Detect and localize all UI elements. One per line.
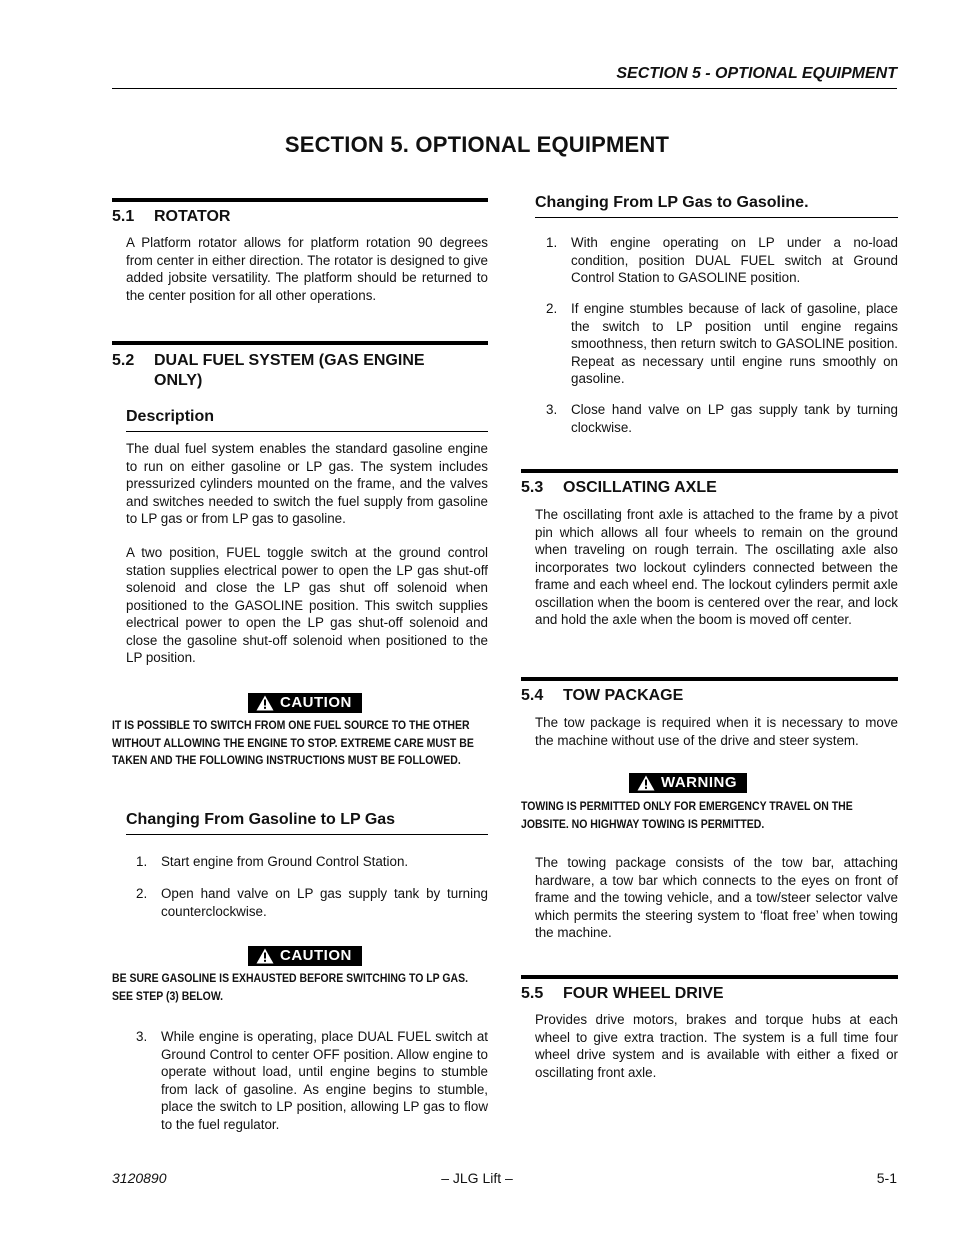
section-5-5 [521, 975, 898, 1003]
section-title: TOW PACKAGE [563, 687, 684, 704]
description-paragraph-1: The dual fuel system enables the standard gasoline engine to run on either gasoline or LP gas. The system includes pressurized cylinders mounted on the frame, and the valves and switches needed to switch the fuel supply from gasoline to LP gas or from LP gas to gasoline. [126, 441, 488, 526]
section-rule [521, 975, 898, 979]
section-heading [521, 985, 898, 1003]
warning-badge [629, 773, 747, 793]
section-rule [112, 341, 488, 345]
section-5-3 [521, 469, 898, 497]
section-number: 5.2 [112, 352, 135, 369]
section-title: ROTATOR [154, 208, 231, 225]
caution-badge [248, 946, 362, 966]
section-title: DUAL FUEL SYSTEM (GAS ENGINE ONLY) [154, 352, 425, 389]
section-5-2 [112, 341, 488, 391]
caution-text: IT IS POSSIBLE TO SWITCH FROM ONE FUEL SOURCE TO THE OTHER WITHOUT ALLOWING THE ENGINE TO STOP. EXTREME CARE MUST BE TAKEN AND THE FOLLOWING INSTRUCTIONS MUST BE FOLLOWED. [112, 718, 474, 767]
list-item [136, 885, 488, 920]
tow-package-paragraph-1: The tow package is required when it is necessary to move the machine without use of the drive and steer system. [535, 715, 898, 748]
list-number: 2. [546, 301, 558, 316]
section-number: 5.5 [521, 985, 544, 1002]
footer-doc-number: 3120890 [112, 1170, 167, 1186]
list-number: 1. [136, 854, 148, 869]
gasoline-to-lp-heading: Changing From Gasoline to LP Gas [126, 811, 488, 835]
section-title: FOUR WHEEL DRIVE [563, 985, 724, 1002]
warning-triangle-icon [637, 775, 655, 791]
rotator-paragraph: A Platform rotator allows for platform rotation 90 degrees from center in either direction. The rotator is designed to give added jobsite versatility. The platform should be returned to the center position for all other operations. [126, 235, 488, 303]
caution-text: BE SURE GASOLINE IS EXHAUSTED BEFORE SWITCHING TO LP GAS. SEE STEP (3) BELOW. [112, 971, 469, 1003]
list-number: 3. [136, 1029, 148, 1044]
warning-triangle-icon [256, 695, 274, 711]
section-5-1 [112, 198, 488, 226]
four-wheel-drive-paragraph: Provides drive motors, brakes and torque hubs at each wheel to give extra traction. The system is a full time four wheel drive system and is available with either a fixed or oscillating front axle. [535, 1012, 898, 1080]
section-rule [521, 469, 898, 473]
footer-center: – JLG Lift – [441, 1170, 513, 1186]
section-rule [112, 198, 488, 202]
header-title: SECTION 5 - OPTIONAL EQUIPMENT [616, 65, 897, 82]
lp-to-gasoline-heading: Changing From LP Gas to Gasoline. [535, 194, 898, 218]
section-heading [521, 479, 898, 497]
description-paragraph-2: A two position, FUEL toggle switch at the ground control station supplies electrical power to open the LP gas shut-off solenoid and close the LP gas shut off solenoid when positioned to the GASOLINE position. This switch supplies electrical power to open the LP gas shut-off solenoid and close the gasoline shut-off solenoid when positioned to the LP position. [126, 545, 488, 665]
footer-page-number: 5-1 [876, 1170, 897, 1186]
list-number: 1. [546, 235, 558, 250]
oscillating-axle-paragraph: The oscillating front axle is attached to the frame by a pivot pin which allows all four wheels to remain on the ground when traveling on rough terrain. The oscillating axle also incorporates two lockout cylinders connected between the frame and each wheel end. The lockout cylinders permit axle oscillation when the boom is centered over the rear, and lock and hold the axle when the boom is moved off center. [535, 507, 898, 627]
page-title: SECTION 5. OPTIONAL EQUIPMENT [284, 132, 670, 157]
list-text: While engine is operating, place DUAL FUEL switch at Ground Control to center OFF position. Allow engine to operate without load, until engine begins to stumble from lack of gasoline. As engine begins to stumble, place the switch to LP position, allowing LP gas to flow to the fuel regulator. [161, 1029, 488, 1132]
warning-text: TOWING IS PERMITTED ONLY FOR EMERGENCY TRAVEL ON THE JOBSITE. NO HIGHWAY TOWING IS PERMITTED. [521, 799, 853, 831]
warning-label: WARNING [661, 774, 737, 791]
section-number: 5.1 [112, 208, 135, 225]
section-heading [112, 351, 488, 391]
list-text: Open hand valve on LP gas supply tank by turning counterclockwise. [161, 886, 488, 919]
caution-label: CAUTION [280, 947, 352, 964]
tow-package-paragraph-2: The towing package consists of the tow bar, attaching hardware, a tow bar which connects to the eyes on front of frame and the towing vehicle, and a tow/steer selector valve which permits the steering system to ‘float free’ when towing the machine. [535, 855, 898, 940]
caution-label: CAUTION [280, 694, 352, 711]
section-number: 5.4 [521, 687, 544, 704]
section-5-4 [521, 677, 898, 705]
list-item [546, 234, 898, 287]
list-text: Start engine from Ground Control Station. [161, 854, 409, 869]
list-number: 3. [546, 402, 558, 417]
section-rule [521, 677, 898, 681]
list-item [546, 300, 898, 388]
section-heading [112, 208, 488, 226]
list-text: If engine stumbles because of lack of gasoline, place the switch to LP position until engine regains smoothness, then return switch to GASOLINE position. Repeat as necessary until engine runs smoothly on gasoline. [571, 301, 898, 386]
caution-badge [248, 693, 362, 713]
section-heading [521, 687, 898, 705]
description-heading: Description [126, 408, 488, 432]
list-item [136, 853, 488, 871]
section-title: OSCILLATING AXLE [563, 479, 717, 496]
list-text: Close hand valve on LP gas supply tank by turning clockwise. [571, 402, 898, 435]
list-item [136, 1028, 488, 1133]
list-item [546, 401, 898, 436]
list-text: With engine operating on LP under a no-load condition, position DUAL FUEL switch at Ground Control Station to GASOLINE position. [571, 235, 898, 285]
warning-triangle-icon [256, 948, 274, 964]
section-number: 5.3 [521, 479, 544, 496]
list-number: 2. [136, 886, 148, 901]
header-rule [112, 88, 897, 89]
